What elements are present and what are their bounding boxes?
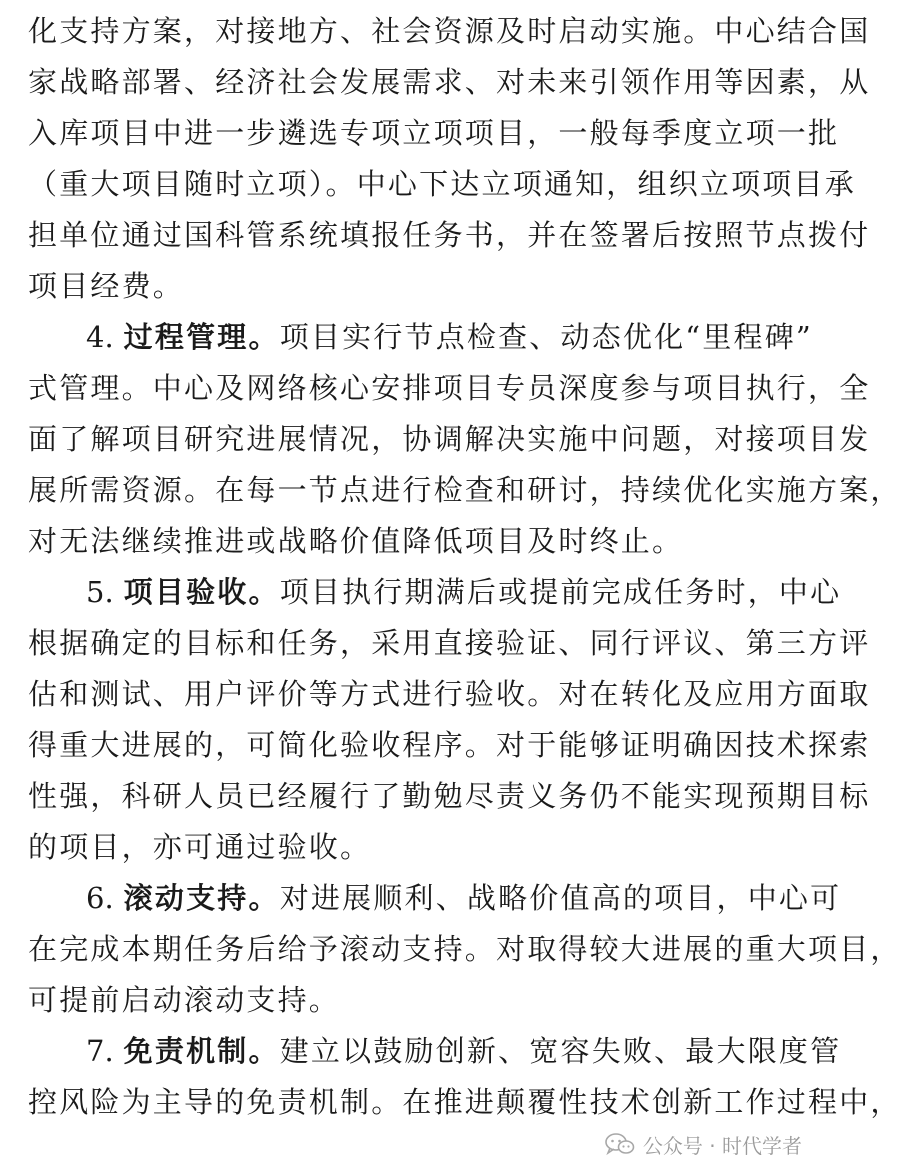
text-line: 化支持方案，对接地方、社会资源及时启动实施。中心结合国 bbox=[28, 14, 871, 48]
text-line: （重大项目随时立项）。中心下达立项通知，组织立项项目承 bbox=[28, 167, 856, 201]
section-title: 过程管理。 bbox=[123, 320, 280, 354]
section-text: 项目执行期满后或提前完成任务时，中心 bbox=[279, 575, 842, 609]
text-line: 性强，科研人员已经履行了勤勉尽责义务仍不能实现预期目标 bbox=[28, 779, 871, 813]
section-heading-line bbox=[28, 873, 842, 924]
text-line: 的项目，亦可通过验收。 bbox=[28, 830, 372, 864]
section-title: 项目验收。 bbox=[123, 575, 280, 609]
section-heading-line bbox=[28, 1026, 842, 1077]
text-line: 展所需资源。在每一节点进行检查和研讨，持续优化实施方案， bbox=[28, 473, 902, 507]
text-line: 对无法继续推进或战略价值降低项目及时终止。 bbox=[28, 524, 684, 558]
section-number: 6. bbox=[86, 881, 114, 915]
document-page bbox=[28, 6, 902, 1128]
section-heading-line bbox=[28, 567, 842, 618]
section-text: 项目实行节点检查、动态优化“里程碑” bbox=[279, 320, 813, 354]
text-line: 根据确定的目标和任务，采用直接验证、同行评议、第三方评 bbox=[28, 626, 871, 660]
section-number: 5. bbox=[86, 575, 114, 609]
section-text: 建立以鼓励创新、宽容失败、最大限度管 bbox=[279, 1034, 842, 1068]
text-line: 入库项目中进一步遴选专项立项项目，一般每季度立项一批 bbox=[28, 116, 840, 150]
section-number: 7. bbox=[86, 1034, 114, 1068]
section-title: 免责机制。 bbox=[123, 1034, 280, 1068]
text-line: 家战略部署、经济社会发展需求、对未来引领作用等因素，从 bbox=[28, 65, 871, 99]
text-line: 项目经费。 bbox=[28, 269, 185, 303]
text-line: 得重大进展的，可简化验收程序。对于能够证明确因技术探索 bbox=[28, 728, 871, 762]
text-line: 可提前启动滚动支持。 bbox=[28, 983, 341, 1017]
section-heading-line bbox=[28, 312, 813, 363]
watermark bbox=[605, 1129, 802, 1159]
section-number: 4. bbox=[86, 320, 114, 354]
text-line: 在完成本期任务后给予滚动支持。对取得较大进展的重大项目， bbox=[28, 932, 902, 966]
text-line: 担单位通过国科管系统填报任务书，并在签署后按照节点拨付 bbox=[28, 218, 871, 252]
text-line: 估和测试、用户评价等方式进行验收。对在转化及应用方面取 bbox=[28, 677, 871, 711]
text-line: 面了解项目研究进展情况，协调解决实施中问题，对接项目发 bbox=[28, 422, 871, 456]
text-line: 式管理。中心及网络核心安排项目专员深度参与项目执行，全 bbox=[28, 371, 871, 405]
watermark-text: 公众号 · 时代学者 bbox=[642, 1133, 802, 1158]
section-text: 对进展顺利、战略价值高的项目，中心可 bbox=[279, 881, 842, 915]
text-line: 控风险为主导的免责机制。在推进颠覆性技术创新工作过程中， bbox=[28, 1085, 902, 1119]
section-title: 滚动支持。 bbox=[123, 881, 280, 915]
wechat-icon bbox=[605, 1132, 635, 1156]
